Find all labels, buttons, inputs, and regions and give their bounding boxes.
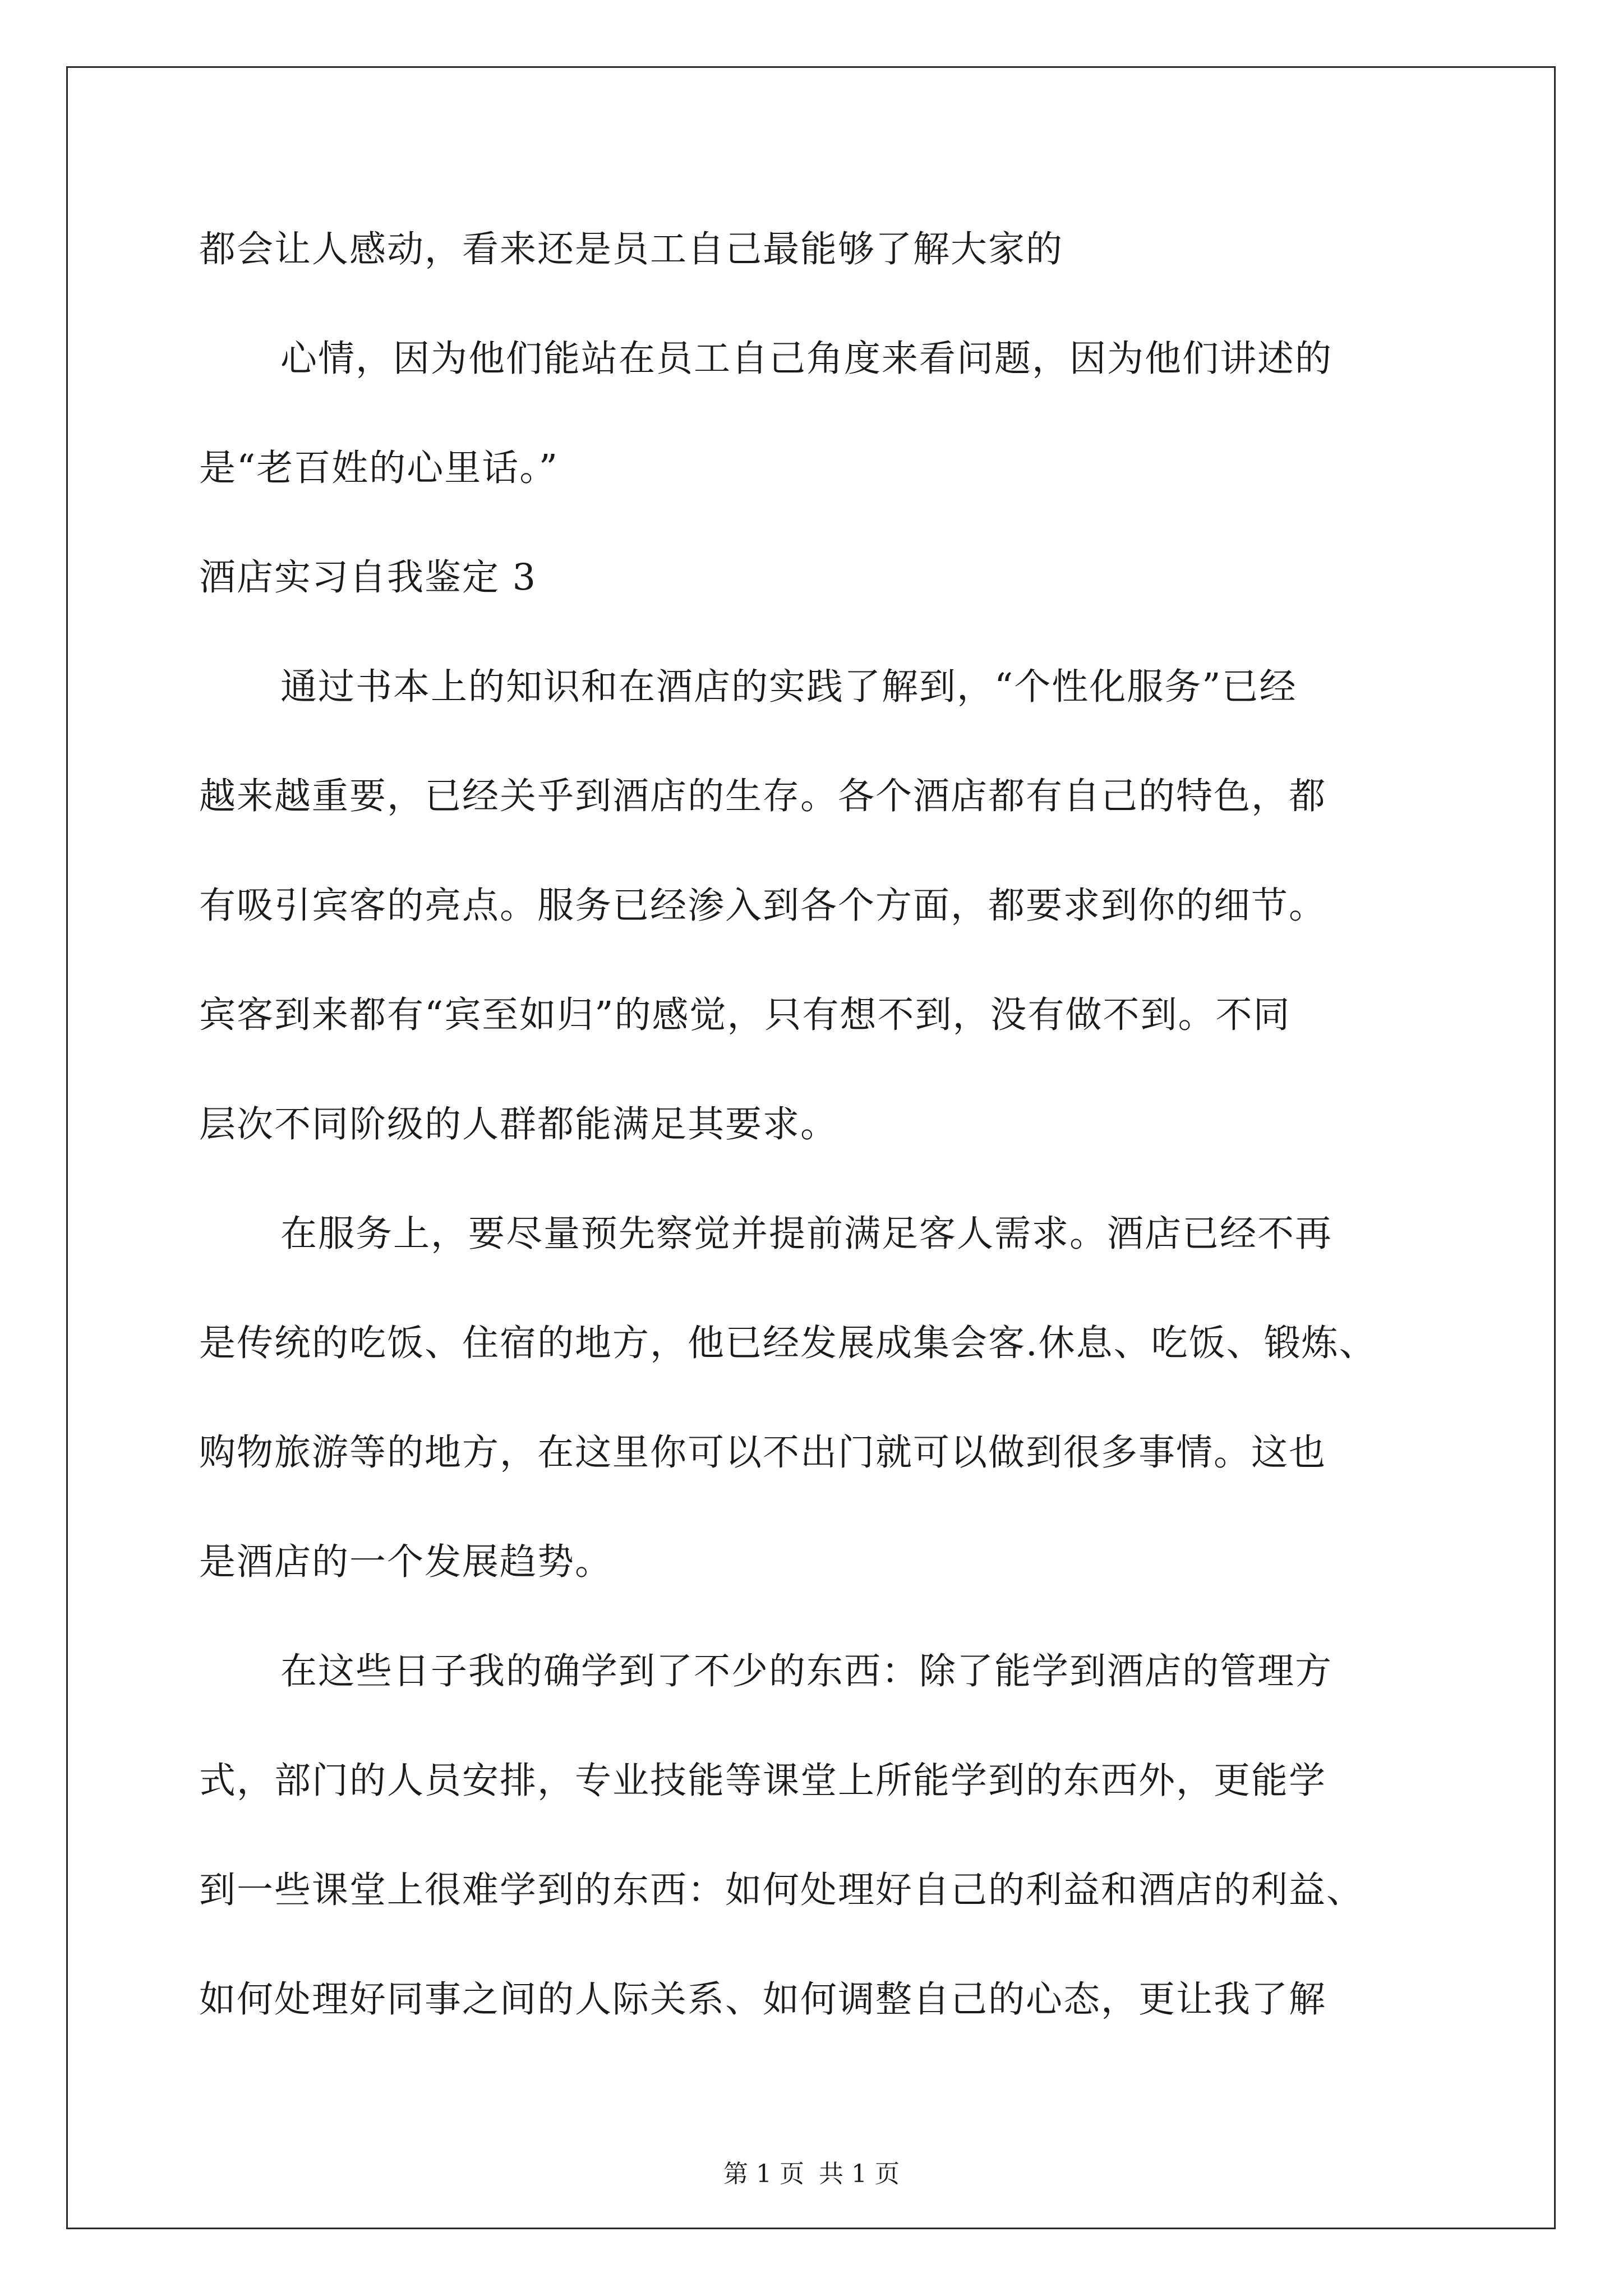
text-line: 式，部门的人员安排，专业技能等课堂上所能学到的东西外，更能学 bbox=[199, 1760, 1327, 1802]
text-line: 购物旅游等的地方，在这里你可以不出门就可以做到很多事情。这也 bbox=[199, 1432, 1327, 1474]
text-line: 是“老百姓的心里话。” bbox=[199, 447, 559, 489]
page-total: 共 1 页 bbox=[819, 2160, 900, 2188]
text-line: 层次不同阶级的人群都能满足其要求。 bbox=[199, 1103, 838, 1145]
text-line: 有吸引宾客的亮点。服务已经渗入到各个方面，都要求到你的细节。 bbox=[199, 885, 1327, 927]
text-line: 在这些日子我的确学到了不少的东西：除了能学到酒店的管理方 bbox=[280, 1650, 1333, 1692]
section-heading: 酒店实习自我鉴定 3 bbox=[199, 556, 537, 599]
text-line: 是酒店的一个发展趋势。 bbox=[199, 1541, 613, 1583]
text-line: 都会让人感动，看来还是员工自己最能够了解大家的 bbox=[199, 228, 1064, 270]
text-line: 是传统的吃饭、住宿的地方，他已经发展成集会客.休息、吃饭、锻炼、 bbox=[199, 1322, 1377, 1364]
text-line: 心情，因为他们能站在员工自己角度来看问题，因为他们讲述的 bbox=[280, 338, 1333, 380]
page-footer bbox=[0, 2159, 1623, 2190]
page-number: 第 1 页 bbox=[723, 2160, 804, 2188]
text-line: 到一些课堂上很难学到的东西：如何处理好自己的利益和酒店的利益、 bbox=[199, 1869, 1364, 1911]
text-line: 越来越重要，已经关乎到酒店的生存。各个酒店都有自己的特色，都 bbox=[199, 775, 1327, 817]
text-line: 宾客到来都有“宾至如归”的感觉，只有想不到，没有做不到。不同 bbox=[199, 994, 1291, 1036]
text-line: 在服务上，要尽量预先察觉并提前满足客人需求。酒店已经不再 bbox=[280, 1213, 1333, 1255]
text-line: 如何处理好同事之间的人际关系、如何调整自己的心态，更让我了解 bbox=[199, 1978, 1327, 2021]
text-line: 通过书本上的知识和在酒店的实践了解到，“个性化服务”已经 bbox=[280, 666, 1297, 708]
